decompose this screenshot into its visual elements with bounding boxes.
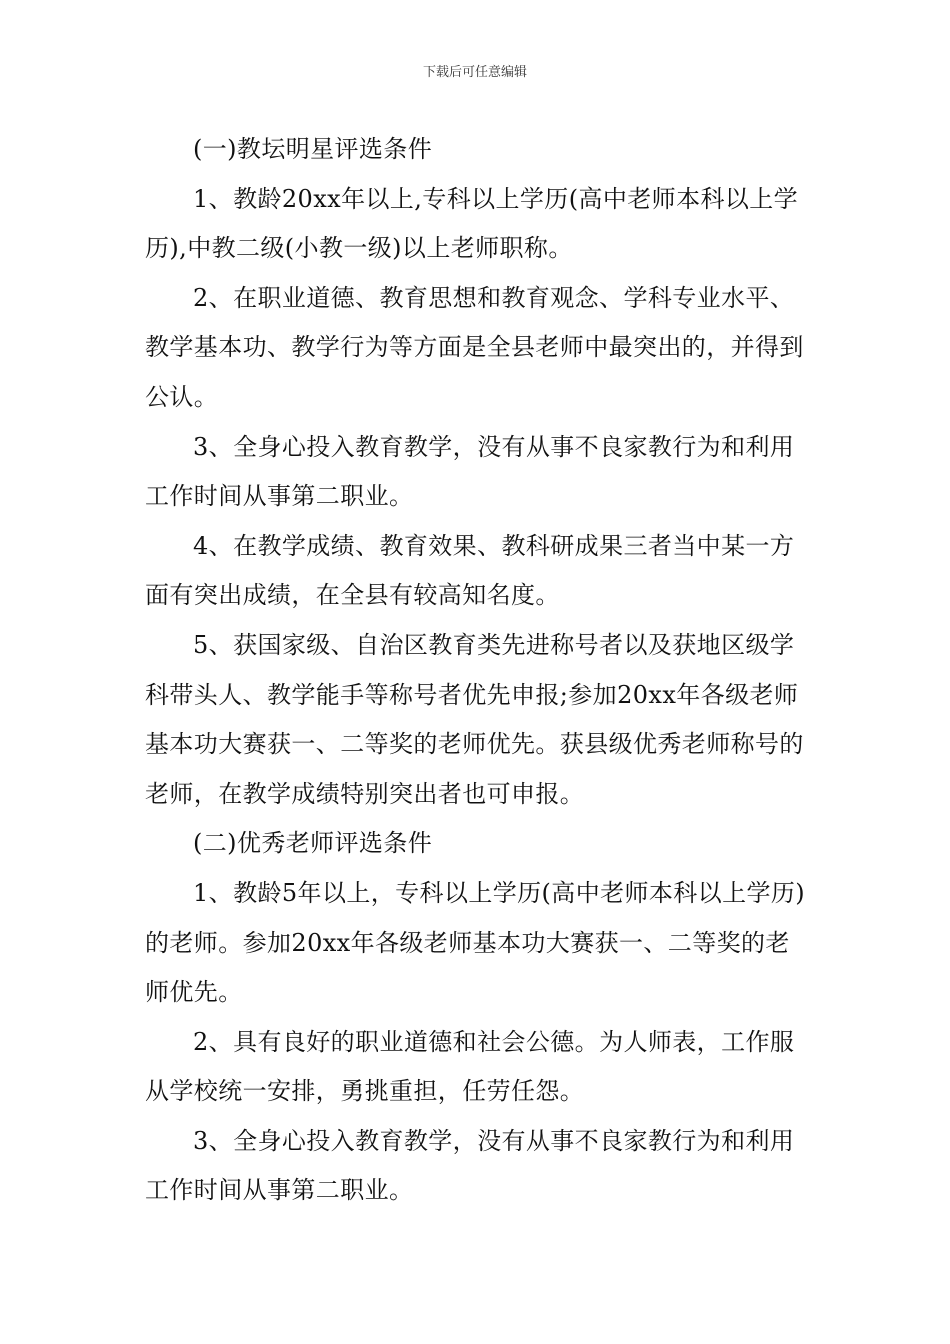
paragraph: 3、全身心投入教育教学，没有从事不良家教行为和利用工作时间从事第二职业。 xyxy=(145,1126,795,1205)
paragraph: 4、在教学成绩、教育效果、教科研成果三者当中某一方面有突出成绩，在全县有较高知名度。 xyxy=(145,531,795,610)
paragraph: 3、全身心投入教育教学，没有从事不良家教行为和利用工作时间从事第二职业。 xyxy=(145,432,795,511)
page-header-note: 下载后可任意编辑 xyxy=(422,65,527,80)
paragraph: 2、具有良好的职业道德和社会公德。为人师表，工作服从学校统一安排，勇挑重担，任劳任怨。 xyxy=(145,1027,795,1106)
paragraph: 2、在职业道德、教育思想和教育观念、学科专业水平、教学基本功、教学行为等方面是全县老师中最突出的，并得到公认。 xyxy=(145,283,804,411)
paragraph: 5、获国家级、自治区教育类先进称号者以及获地区级学科带头人、教学能手等称号者优先申报;参加20xx年各级老师基本功大赛获一、二等奖的老师优先。获县级优秀老师称号的老师，在教学成绩特别突出者也可申报。 xyxy=(145,630,804,808)
section-heading-teaching-star: (一)教坛明星评选条件 xyxy=(193,135,433,163)
document-body xyxy=(145,125,810,1216)
paragraph: 1、教龄5年以上，专科以上学历(高中老师本科以上学历)的老师。参加20xx年各级老师基本功大赛获一、二等奖的老师优先。 xyxy=(145,878,806,1007)
paragraph: 1、教龄20xx年以上,专科以上学历(高中老师本科以上学历),中教二级(小教一级)以上老师职称。 xyxy=(145,184,799,263)
section-heading-excellent-teacher: (二)优秀老师评选条件 xyxy=(193,829,433,858)
